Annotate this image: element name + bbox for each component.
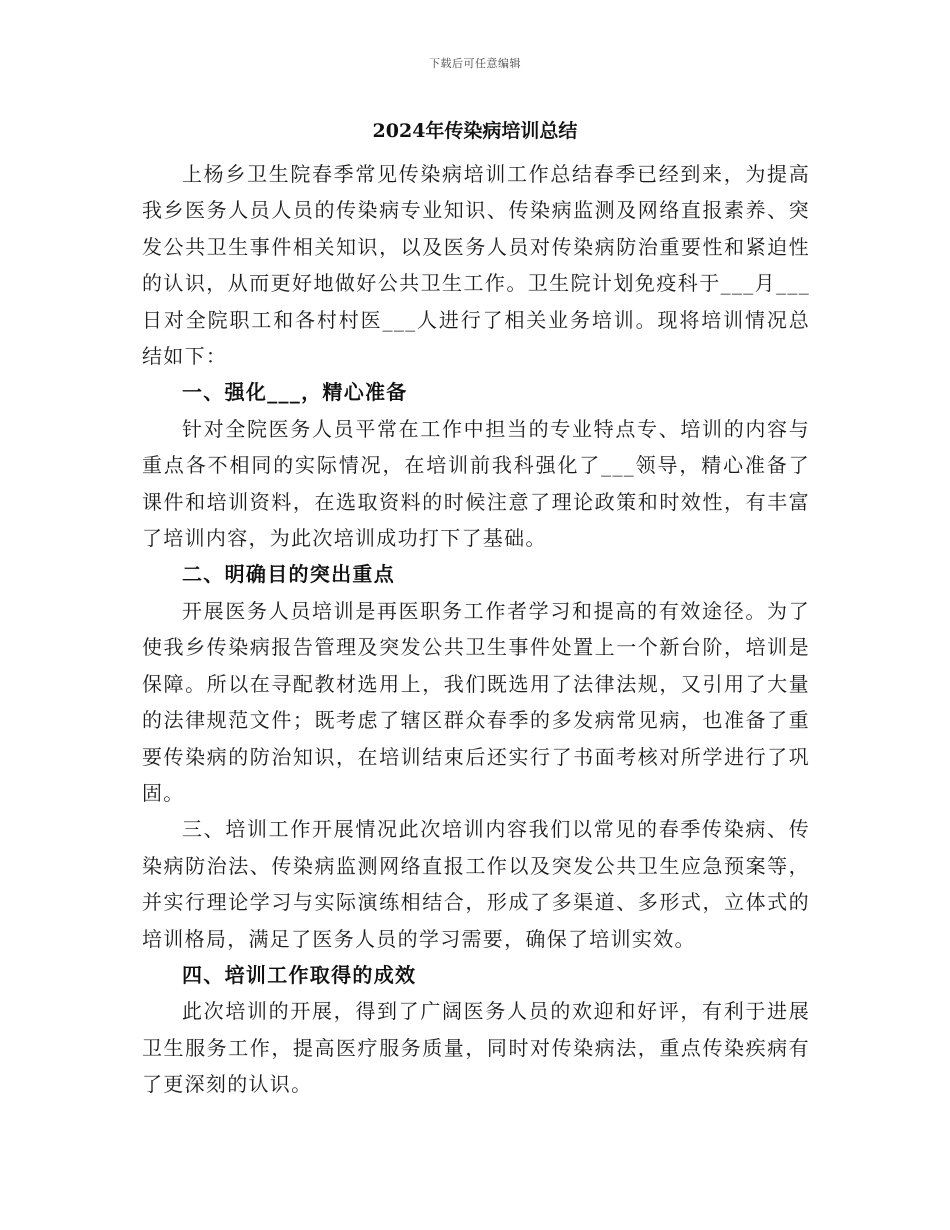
section-4-body: 此次培训的开展，得到了广阔医务人员的欢迎和好评，有利于进展卫生服务工作，提高医疗服务质量，同时对传染病法，重点传染疾病有了更深刻的认识。 (142, 999, 810, 1097)
section-1-body: 针对全院医务人员平常在工作中担当的专业特点专、培训的内容与重点各不相同的实际情况，在培训前我科强化了___领导，精心准备了课件和培训资料，在选取资料的时候注意了理论政策和时效性，有丰富了培训内容，为此次培训成功打下了基础。 (142, 416, 810, 551)
section-1-heading: 一、强化___，精心准备 (182, 380, 408, 405)
download-note: 下载后可任意编辑 (429, 57, 521, 70)
section-4-heading: 四、培训工作取得的成效 (182, 962, 417, 987)
section-2-body: 开展医务人员培训是再医职务工作者学习和提高的有效途径。为了使我乡传染病报告管理及突发公共卫生事件处置上一个新台阶，培训是保障。所以在寻配教材选用上，我们既选用了法律法规，又引用了大量的法律规范文件；既考虑了辖区群众春季的多发病常见病，也准备了重要传染病的防治知识，在培训结束后还实行了书面考核对所学进行了巩固。 (142, 598, 810, 805)
section-3-body: 三、培训工作开展情况此次培训内容我们以常见的春季传染病、传染病防治法、传染病监测网络直报工作以及突发公共卫生应急预案等，并实行理论学习与实际演练相结合，形成了多渠道、多形式，立体式的培训格局，满足了医务人员的学习需要，确保了培训实效。 (142, 817, 810, 951)
document-body (142, 156, 810, 1103)
document-title: 2024年传染病培训总结 (372, 120, 578, 142)
intro-paragraph: 上杨乡卫生院春季常见传染病培训工作总结春季已经到来，为提高我乡医务人员人员的传染病专业知识、传染病监测及网络直报素养、突发公共卫生事件相关知识，以及医务人员对传染病防治重要性和紧迫性的认识，从而更好地做好公共卫生工作。卫生院计划免疫科于___月___日对全院职工和各村村医___人进行了相关业务培训。现将培训情况总结如下： (142, 162, 810, 369)
section-2-heading: 二、明确目的突出重点 (182, 562, 395, 587)
